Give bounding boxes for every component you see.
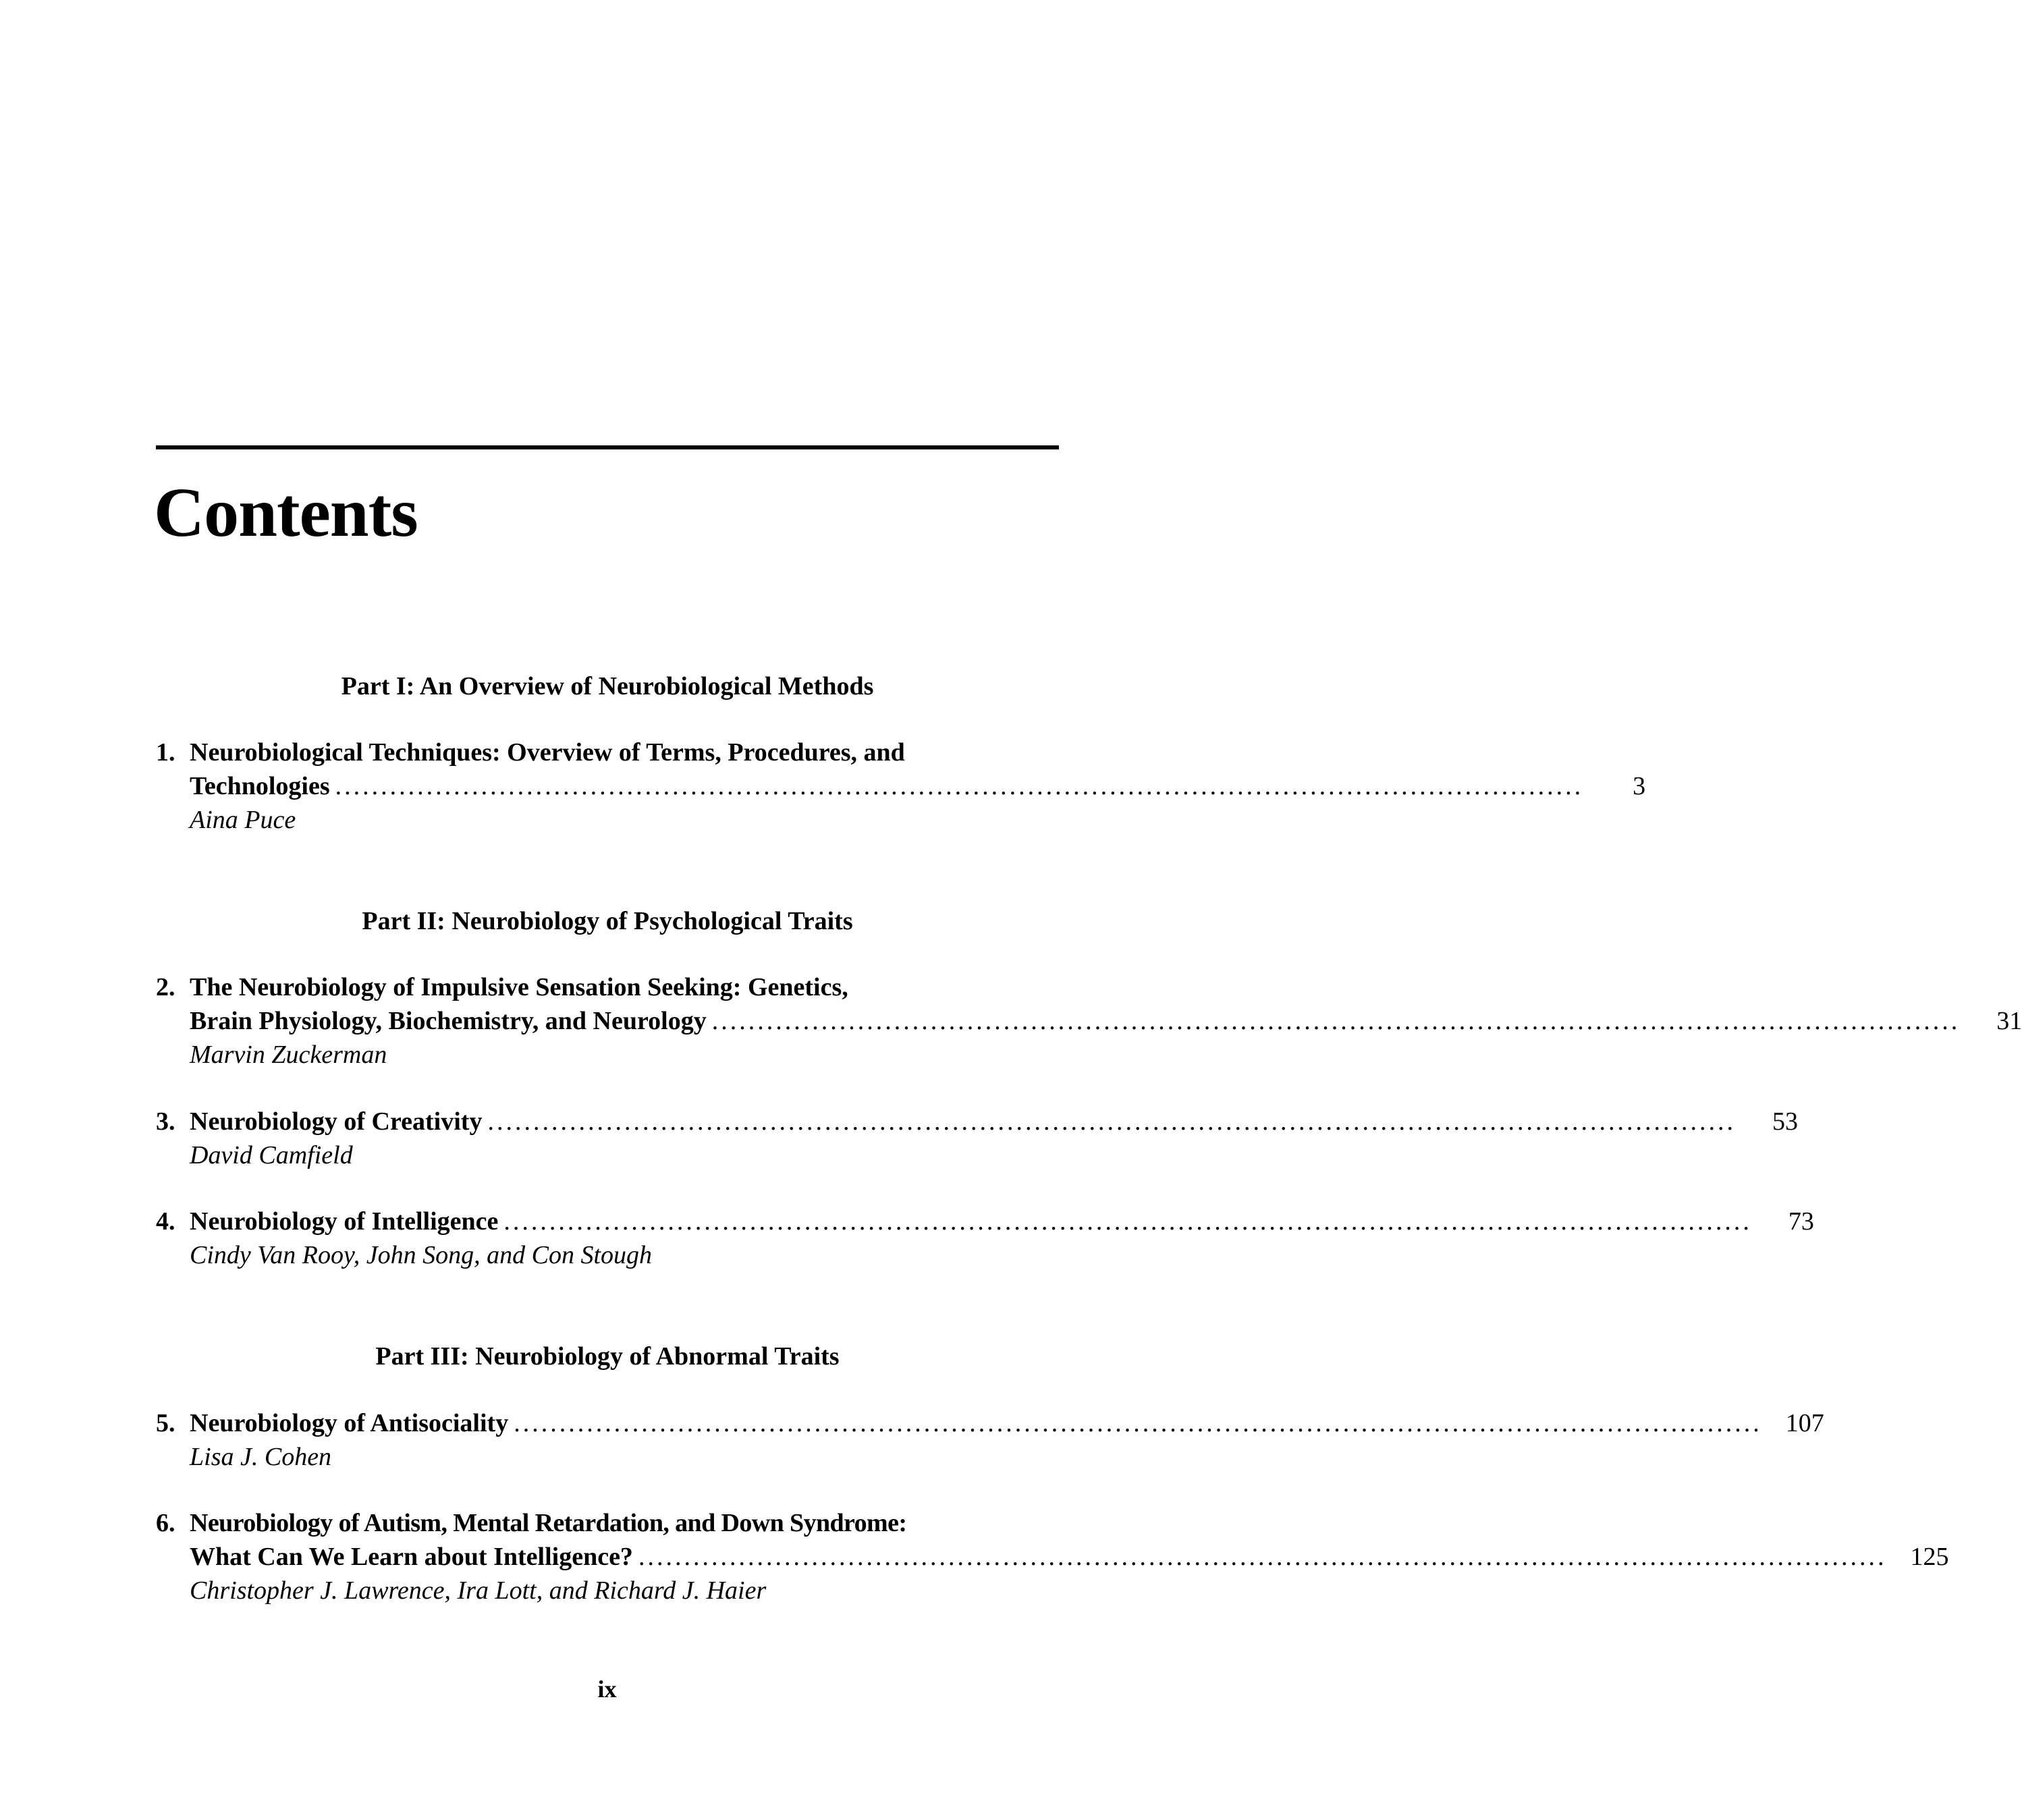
entry-number: 4. [156, 1207, 175, 1236]
title-rule [156, 445, 1059, 449]
entry-title: Neurobiological Techniques: Overview of Terms, Procedures, and [190, 738, 905, 767]
entry-number: 5. [156, 1409, 175, 1437]
entry-leader-line [190, 1105, 1798, 1138]
entry-number: 2. [156, 973, 175, 1001]
entry-page-number: 53 [1772, 1107, 1798, 1136]
toc-entry-2[interactable] [156, 970, 2022, 1072]
entry-authors: Aina Puce [190, 806, 296, 834]
dot-leader: ......................................................................................................................................... [335, 772, 1584, 800]
dot-leader: ......................................................................................................................................... [638, 1543, 1887, 1571]
entry-title: The Neurobiology of Impulsive Sensation Seeking: Genetics, [190, 973, 848, 1001]
entry-title: Neurobiology of Creativity [190, 1107, 483, 1136]
entry-leader-line [190, 1406, 1824, 1440]
entry-number: 1. [156, 738, 175, 767]
dot-leader: ......................................................................................................................................... [711, 1007, 1961, 1035]
entry-authors: Cindy Van Rooy, John Song, and Con Stough [190, 1241, 653, 1269]
entry-title: Neurobiology of Autism, Mental Retardation, and Down Syndrome: [190, 1509, 907, 1537]
page-folio: ix [597, 1676, 617, 1703]
entry-leader-line [190, 769, 1646, 803]
part-heading-1: Part I: An Overview of Neurobiological Methods [341, 672, 874, 700]
toc-entry-3[interactable] [156, 1105, 1798, 1172]
dot-leader: ......................................................................................................................................... [514, 1409, 1762, 1437]
entry-leader-line [190, 1205, 1814, 1238]
entry-number: 3. [156, 1107, 175, 1136]
entry-page-number: 125 [1910, 1543, 1949, 1571]
toc-entry-4[interactable] [156, 1205, 1814, 1272]
toc-entry-5[interactable] [156, 1406, 1824, 1474]
toc-entry-6[interactable] [156, 1506, 1949, 1607]
entry-title-continued: What Can We Learn about Intelligence? [190, 1543, 633, 1571]
dot-leader: ......................................................................................................................................... [503, 1207, 1752, 1236]
page-title: Contents [154, 474, 418, 551]
entry-page-number: 107 [1785, 1409, 1824, 1437]
entry-authors: Marvin Zuckerman [190, 1041, 387, 1069]
entry-page-number: 3 [1633, 772, 1646, 800]
entry-title-continued: Brain Physiology, Biochemistry, and Neurology [190, 1007, 707, 1035]
entry-authors: David Camfield [190, 1141, 353, 1169]
dot-leader: ......................................................................................................................................... [487, 1107, 1736, 1136]
entry-title: Neurobiology of Intelligence [190, 1207, 499, 1236]
entry-title-continued: Technologies [190, 772, 330, 800]
entry-page-number: 31 [1996, 1007, 2022, 1035]
entry-leader-line [190, 1004, 2022, 1038]
entry-page-number: 73 [1788, 1207, 1814, 1236]
part-heading-2: Part II: Neurobiology of Psychological Traits [362, 907, 853, 935]
entry-number: 6. [156, 1509, 175, 1537]
entry-authors: Christopher J. Lawrence, Ira Lott, and Richard J. Haier [190, 1576, 767, 1605]
entry-title: Neurobiology of Antisociality [190, 1409, 509, 1437]
toc-entry-1[interactable] [156, 736, 1646, 837]
part-heading-3: Part III: Neurobiology of Abnormal Traits [375, 1342, 840, 1371]
entry-authors: Lisa J. Cohen [190, 1443, 332, 1471]
entry-leader-line [190, 1540, 1949, 1574]
